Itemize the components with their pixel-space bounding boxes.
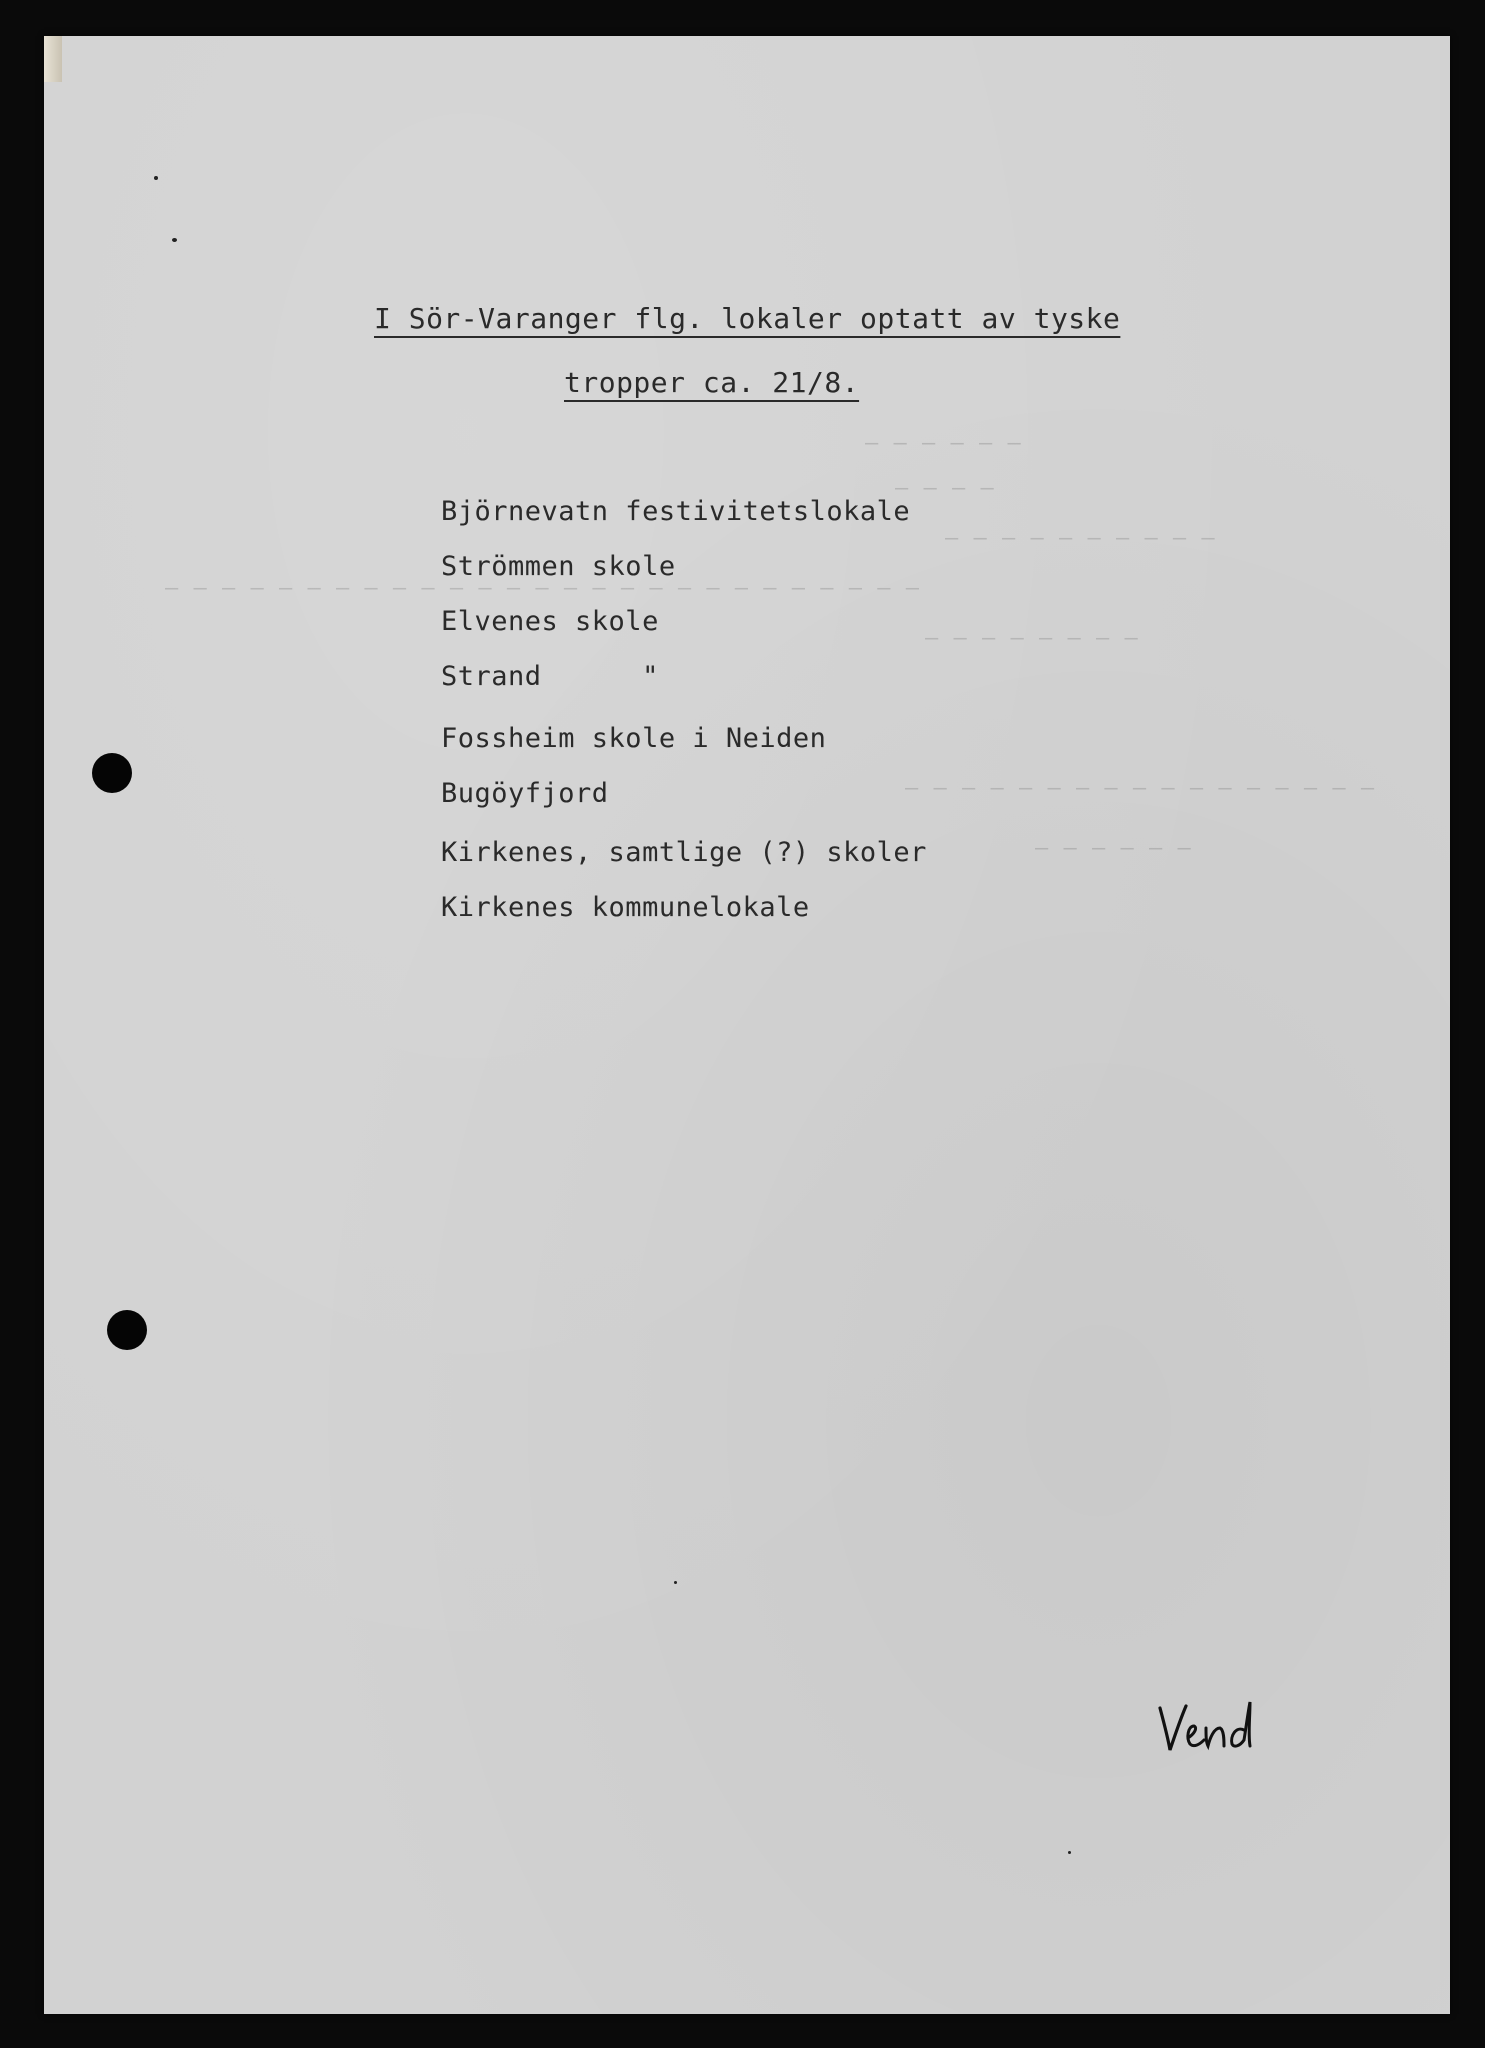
- bleed-through-4: — — — — — — — — — — — — — — — — — — — — — — — — — — —: [164, 576, 919, 601]
- list-item: Björnevatn festivitetslokale: [441, 496, 911, 527]
- ink-speck: [674, 1581, 677, 1584]
- list-item: Bugöyfjord: [441, 778, 609, 809]
- ink-speck: [1068, 1851, 1071, 1854]
- document-page: [44, 36, 1450, 2014]
- page-corner-curl: [44, 36, 62, 82]
- list-item: Kirkenes, samtlige (?) skoler: [441, 837, 927, 868]
- document-title-line-2: tropper ca. 21/8.: [564, 366, 860, 399]
- bleed-through-6: — — — — — — — — — — — — — — — — —: [904, 776, 1375, 801]
- bleed-through-2: — — — —: [894, 476, 994, 501]
- list-item: Strand ": [441, 661, 659, 692]
- bleed-through-3: — — — — — — — — — —: [944, 526, 1215, 551]
- punch-hole-bottom: [107, 1310, 147, 1350]
- bleed-through-1: — — — — — —: [864, 431, 1021, 456]
- document-title-line-1: I Sör-Varanger flg. lokaler optatt av tyske: [374, 302, 1121, 335]
- list-item: Fossheim skole i Neiden: [441, 723, 827, 754]
- ink-speck: [154, 176, 158, 180]
- list-item: Kirkenes kommunelokale: [441, 892, 810, 923]
- ink-speck: [172, 238, 177, 242]
- list-item: Elvenes skole: [441, 606, 659, 637]
- bleed-through-5: — — — — — — — —: [924, 626, 1138, 651]
- handwritten-note: [1154, 1698, 1264, 1758]
- punch-hole-top: [92, 753, 132, 793]
- list-item: Strömmen skole: [441, 551, 676, 582]
- bleed-through-7: — — — — — —: [1034, 836, 1191, 861]
